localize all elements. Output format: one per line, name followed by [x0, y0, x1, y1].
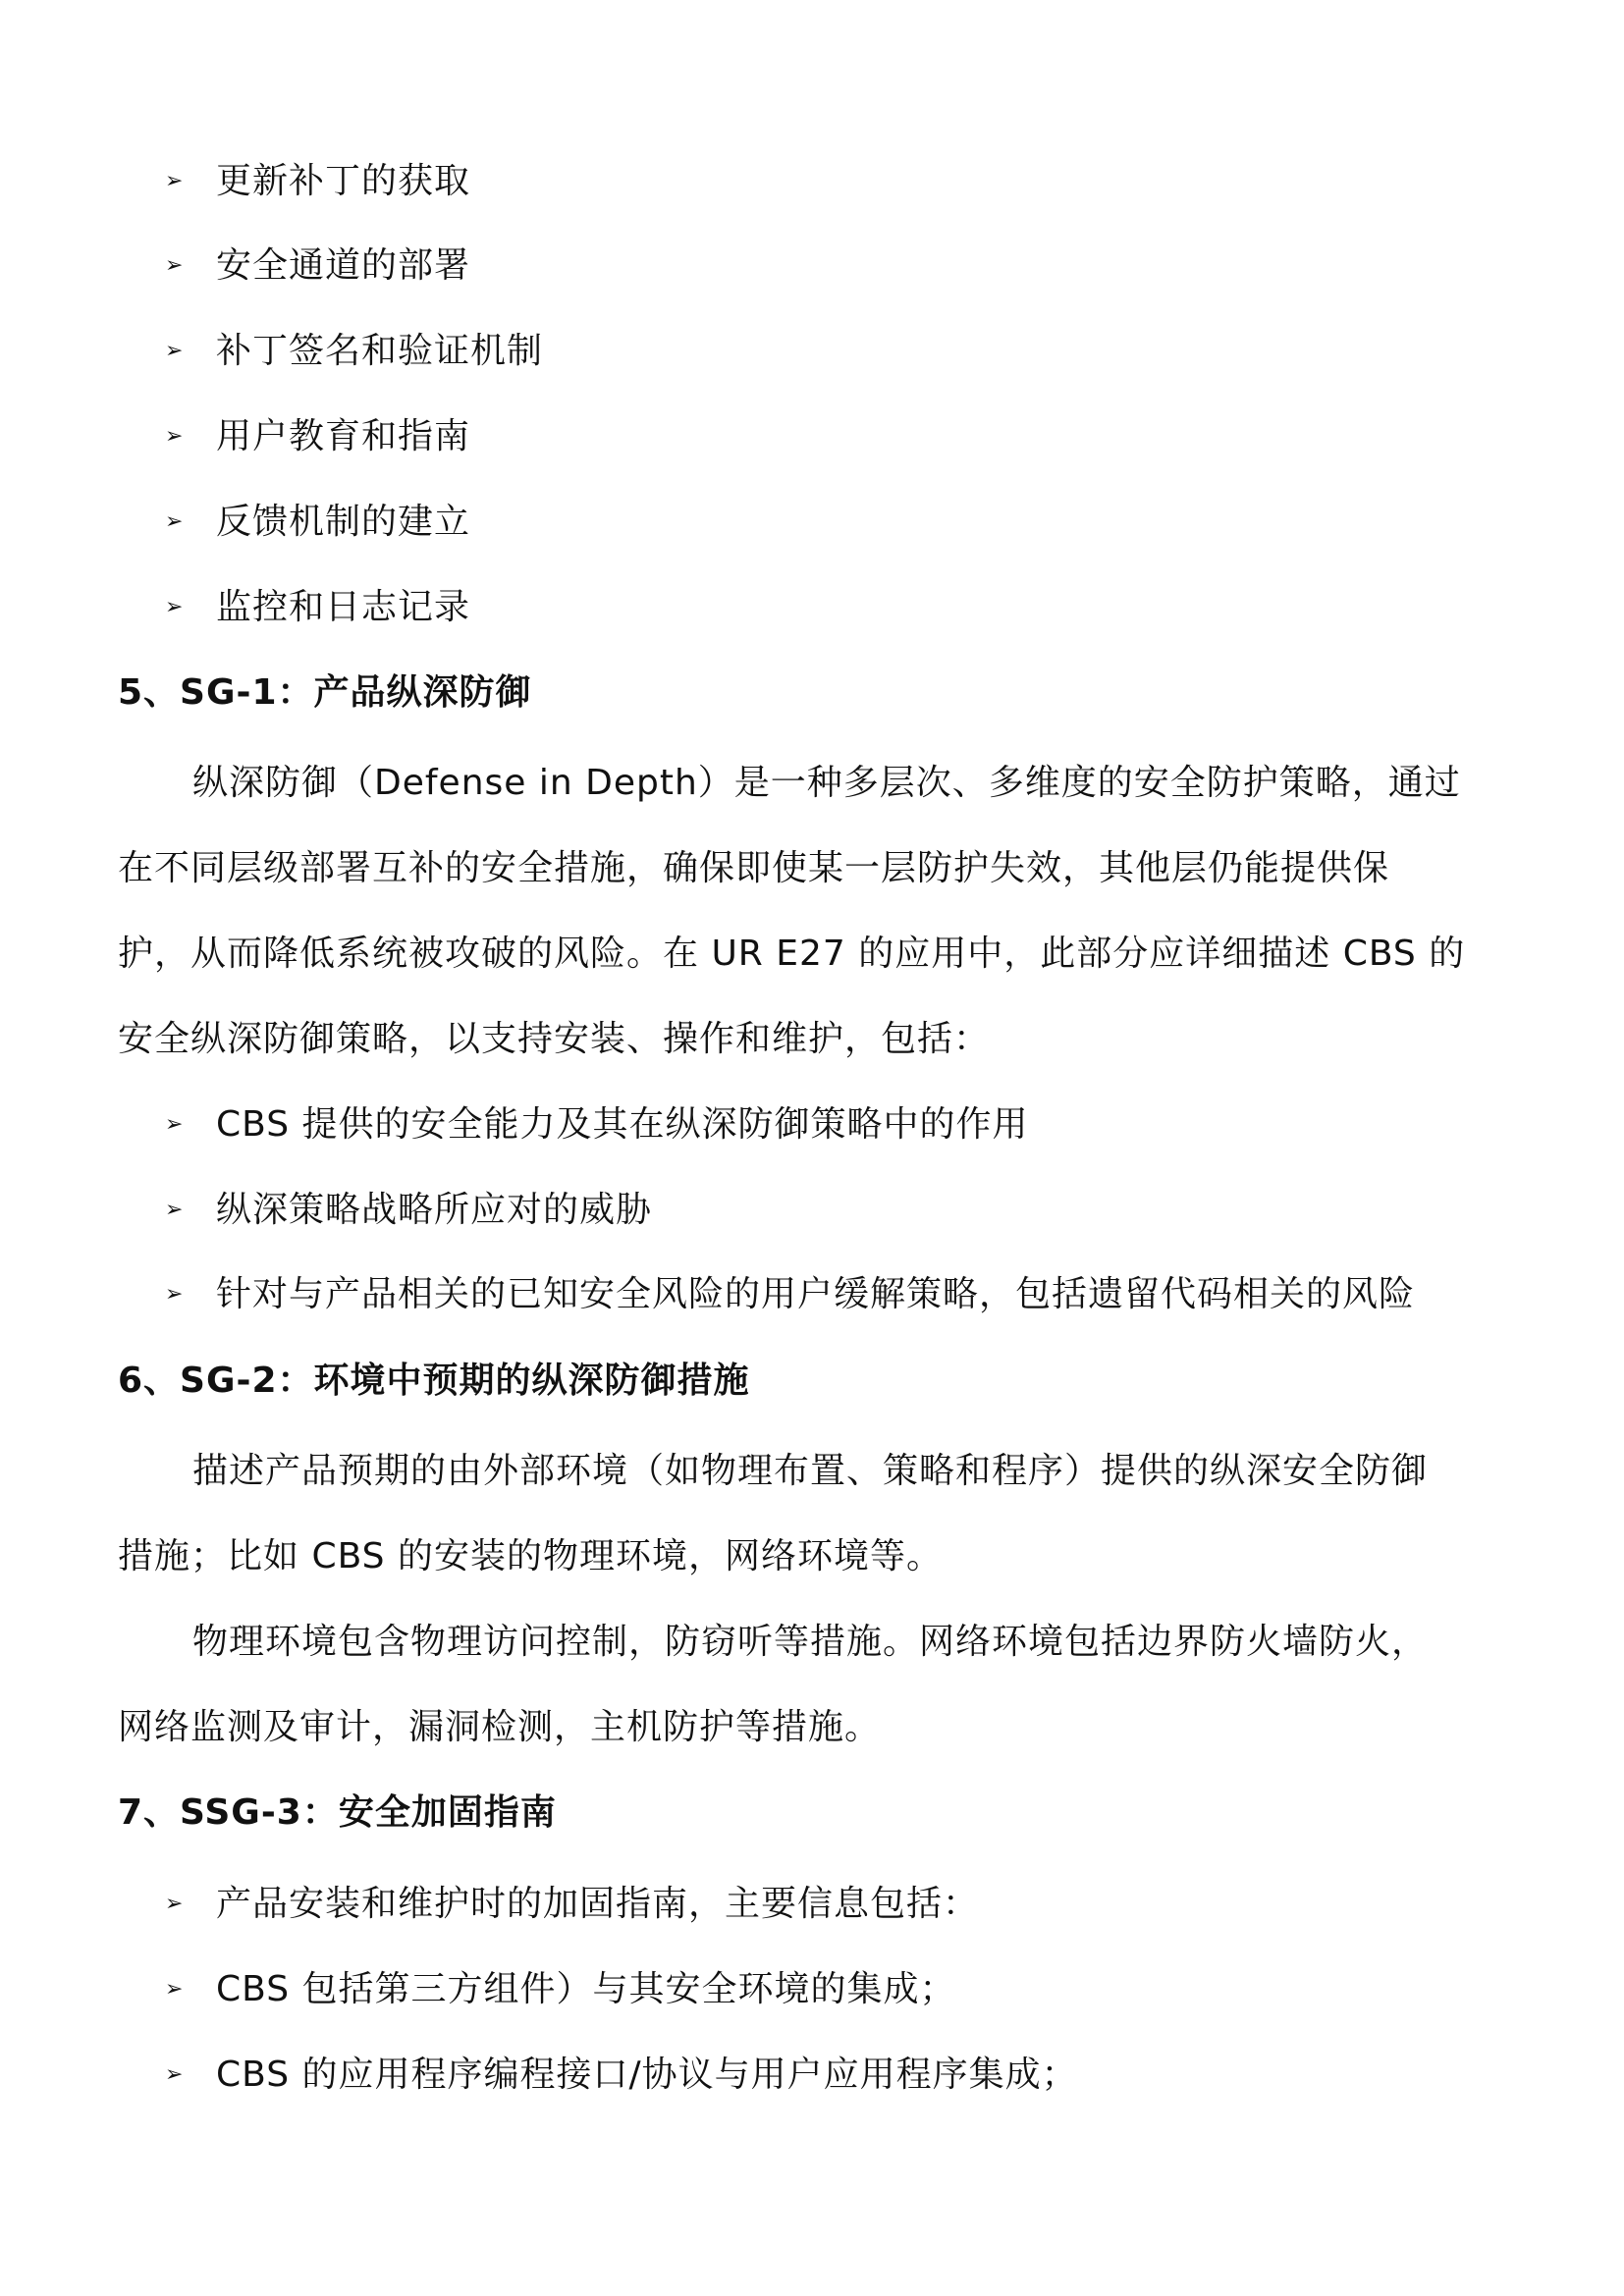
list-item [165, 1100, 1029, 1149]
list-item [165, 157, 470, 206]
list-item-text: 更新补丁的获取 [216, 161, 471, 201]
list-item [165, 327, 543, 376]
arrow-bullet-icon: ➢ [165, 1282, 184, 1307]
list-item [165, 1186, 652, 1235]
section-6-paragraph-line: 网络监测及审计，漏洞检测，主机防护等措施。 [118, 1707, 882, 1747]
list-item [165, 498, 470, 547]
arrow-bullet-icon: ➢ [165, 1892, 184, 1916]
list-item-text: CBS 提供的安全能力及其在纵深防御策略中的作用 [216, 1104, 1029, 1145]
arrow-bullet-icon: ➢ [165, 595, 184, 619]
list-item [165, 241, 470, 291]
arrow-bullet-icon: ➢ [165, 424, 184, 449]
list-item [165, 1880, 979, 1929]
section-5-paragraph-line: 纵深防御（Defense in Depth）是一种多层次、多维度的安全防护策略，通过 [192, 763, 1461, 803]
list-item-text: 产品安装和维护时的加固指南，主要信息包括： [216, 1884, 980, 1924]
list-item-text: 安全通道的部署 [216, 245, 471, 286]
arrow-bullet-icon: ➢ [165, 2062, 184, 2087]
arrow-bullet-icon: ➢ [165, 509, 184, 534]
list-item-text: 纵深策略战略所应对的威胁 [216, 1190, 653, 1230]
arrow-bullet-icon: ➢ [165, 253, 184, 278]
list-item-text: 补丁签名和验证机制 [216, 331, 544, 371]
list-item [165, 2051, 1078, 2100]
list-item-text: 用户教育和指南 [216, 416, 471, 456]
list-item-text: 监控和日志记录 [216, 587, 471, 627]
section-6-paragraph-line: 物理环境包含物理访问控制，防窃听等措施。网络环境包括边界防火墙防火， [192, 1622, 1429, 1662]
section-5-heading: 5、SG-1：产品纵深防御 [118, 672, 532, 713]
section-6-paragraph-line: 措施；比如 CBS 的安装的物理环境，网络环境等。 [118, 1536, 943, 1576]
list-item [165, 412, 470, 461]
list-item [165, 583, 470, 632]
arrow-bullet-icon: ➢ [165, 339, 184, 363]
arrow-bullet-icon: ➢ [165, 1112, 184, 1137]
section-7-heading: 7、SSG-3：安全加固指南 [118, 1792, 557, 1833]
section-5-paragraph-line: 安全纵深防御策略，以支持安装、操作和维护，包括： [118, 1019, 991, 1059]
section-6-heading: 6、SG-2：环境中预期的纵深防御措施 [118, 1361, 750, 1401]
list-item-text: CBS 的应用程序编程接口/协议与用户应用程序集成； [216, 2055, 1078, 2095]
section-6-paragraph-line: 描述产品预期的由外部环境（如物理布置、策略和程序）提供的纵深安全防御 [192, 1451, 1429, 1491]
arrow-bullet-icon: ➢ [165, 1198, 184, 1222]
list-item-text: 针对与产品相关的已知安全风险的用户缓解策略，包括遗留代码相关的风险 [216, 1274, 1416, 1314]
list-item [165, 1965, 956, 2014]
list-item-text: CBS 包括第三方组件）与其安全环境的集成； [216, 1969, 956, 2009]
section-5-paragraph-line: 在不同层级部署互补的安全措施，确保即使某一层防护失效，其他层仍能提供保 [118, 848, 1390, 888]
list-item-text: 反馈机制的建立 [216, 502, 471, 542]
list-item [165, 1270, 1415, 1319]
section-5-paragraph-line: 护，从而降低系统被攻破的风险。在 UR E27 的应用中，此部分应详细描述 CBS 的 [118, 934, 1466, 974]
arrow-bullet-icon: ➢ [165, 169, 184, 193]
arrow-bullet-icon: ➢ [165, 1977, 184, 2002]
